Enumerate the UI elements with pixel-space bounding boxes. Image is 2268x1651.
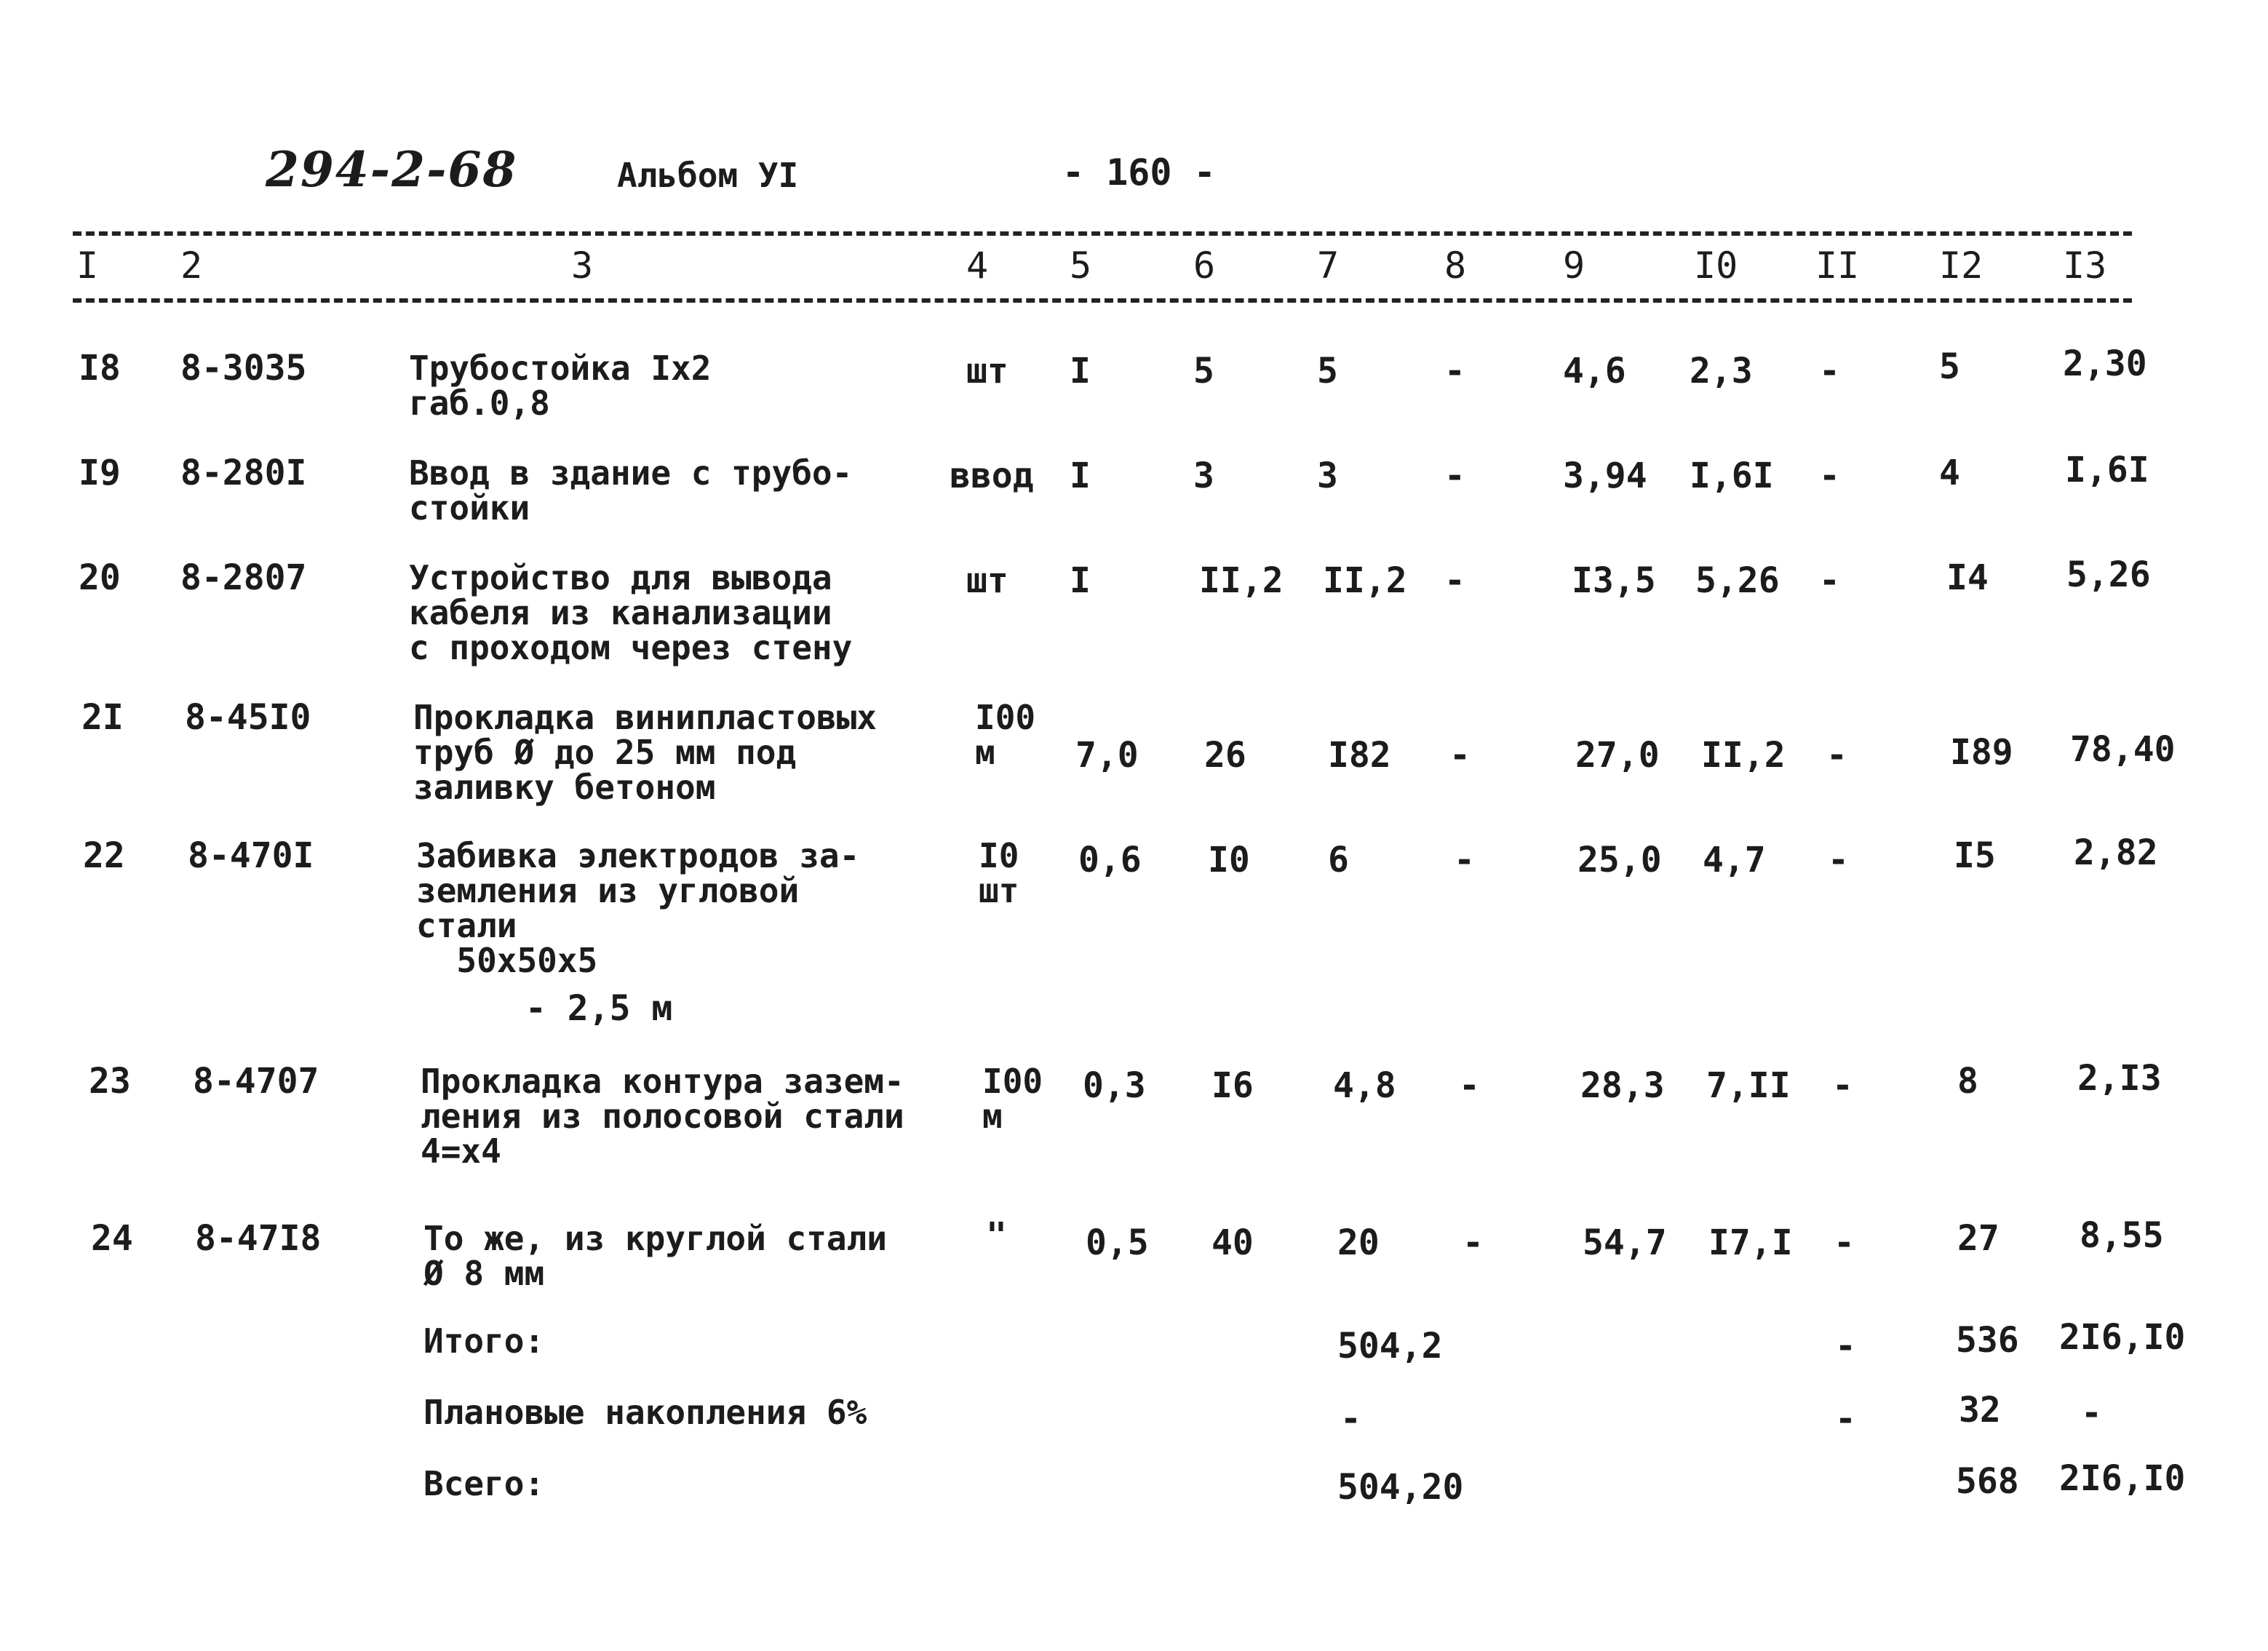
column-header-12: I2 (1939, 244, 1983, 287)
summary-label: Всего: (423, 1464, 545, 1503)
album-title: Альбом УI (617, 156, 799, 195)
col-13-value: I,6I (2065, 450, 2149, 490)
summary-col-12: 536 (1956, 1320, 2019, 1361)
summary-col-13: 2I6,I0 (2059, 1458, 2186, 1499)
col-5-value: I (1070, 560, 1091, 601)
work-description: Трубостойка Iх2 габ.0,8 (409, 349, 712, 423)
unit: ввод (950, 455, 1034, 496)
work-description: Ввод в здание с трубо- стойки (409, 453, 853, 528)
col-11-value: - (1832, 1065, 1853, 1106)
col-6-value: 26 (1204, 735, 1246, 776)
work-code: 8-47I8 (195, 1218, 322, 1259)
col-12-value: I5 (1954, 835, 1996, 876)
col-6-value: II,2 (1199, 560, 1284, 601)
header-divider (73, 298, 2132, 303)
work-description: Устройство для вывода кабеля из канализации с проходом через стену (409, 558, 853, 667)
col-12-value: 4 (1939, 453, 1960, 493)
column-header-9: 9 (1563, 244, 1585, 287)
col-13-value: 2,I3 (2077, 1058, 2162, 1099)
col-8-value: - (1444, 351, 1465, 391)
col-11-value: - (1819, 560, 1840, 601)
col-12-value: I4 (1946, 557, 1989, 598)
summary-col-13: - (2081, 1393, 2102, 1433)
col-5-value: I (1070, 455, 1091, 496)
col-9-value: 3,94 (1563, 455, 1647, 496)
column-header-13: I3 (2063, 244, 2107, 287)
col-12-value: I89 (1950, 732, 2013, 773)
work-code: 8-3035 (180, 348, 307, 389)
unit: I00 м (975, 698, 1036, 772)
work-code: 8-45I0 (185, 697, 311, 738)
row-number: I9 (79, 453, 121, 493)
col-8-value: - (1463, 1222, 1484, 1263)
column-header-10: I0 (1694, 244, 1738, 287)
summary-col-11: - (1835, 1326, 1856, 1366)
col-8-value: - (1444, 560, 1465, 601)
work-description: Забивка электродов за- земления из угловой стали 50х50х5 (416, 836, 860, 980)
col-10-value: 2,3 (1690, 351, 1753, 391)
work-code: 8-4707 (193, 1061, 319, 1102)
summary-label: Плановые накопления 6% (423, 1393, 867, 1432)
column-header-6: 6 (1193, 244, 1216, 287)
summary-col-7: 504,20 (1337, 1467, 1464, 1508)
row-number: I8 (79, 348, 121, 389)
row-number: 23 (89, 1061, 131, 1102)
row-number: 24 (91, 1218, 133, 1259)
col-11-value: - (1819, 351, 1840, 391)
summary-col-13: 2I6,I0 (2059, 1317, 2186, 1358)
column-header-5: 5 (1070, 244, 1092, 287)
work-description: То же, из круглой стали Ø 8 мм (423, 1219, 887, 1293)
column-header-11: II (1815, 244, 1860, 287)
summary-col-7: 504,2 (1337, 1326, 1443, 1366)
col-11-value: - (1828, 840, 1849, 880)
col-6-value: 3 (1193, 455, 1214, 496)
col-9-value: 28,3 (1580, 1065, 1665, 1106)
column-header-1: I (76, 244, 99, 287)
summary-label: Итого: (423, 1321, 545, 1361)
work-code: 8-280I (180, 453, 307, 493)
col-11-value: - (1819, 455, 1840, 496)
unit: I00 м (982, 1062, 1043, 1136)
col-10-value: II,2 (1701, 735, 1786, 776)
col-6-value: 5 (1193, 351, 1214, 391)
col-7-value: II,2 (1323, 560, 1407, 601)
col-13-value: 8,55 (2080, 1215, 2164, 1256)
col-7-value: 6 (1328, 840, 1349, 880)
column-header-2: 2 (180, 244, 203, 287)
row-number: 22 (83, 835, 125, 876)
col-11-value: - (1834, 1222, 1855, 1263)
top-divider (73, 231, 2132, 236)
col-11-value: - (1826, 735, 1847, 776)
col-5-value: 7,0 (1075, 735, 1139, 776)
work-description: Прокладка винипластовых труб Ø до 25 мм под заливку бетоном (413, 698, 877, 807)
col-13-value: 5,26 (2066, 554, 2151, 595)
col-7-value: 3 (1317, 455, 1338, 496)
col-7-value: I82 (1328, 735, 1391, 776)
work-code: 8-2807 (180, 557, 307, 598)
col-10-value: I7,I (1708, 1222, 1793, 1263)
column-header-3: 3 (571, 244, 594, 287)
unit: " (986, 1215, 1007, 1256)
col-12-value: 5 (1939, 346, 1960, 387)
col-8-value: - (1459, 1065, 1480, 1106)
col-5-value: 0,6 (1078, 840, 1142, 880)
summary-col-7: - (1340, 1399, 1361, 1439)
col-9-value: 27,0 (1575, 735, 1660, 776)
row-number: 2I (81, 697, 124, 738)
col-10-value: 4,7 (1703, 840, 1766, 880)
col-10-value: I,6I (1690, 455, 1774, 496)
col-9-value: 54,7 (1583, 1222, 1667, 1263)
col-10-value: 7,II (1706, 1065, 1791, 1106)
col-13-value: 2,82 (2074, 832, 2158, 873)
col-7-value: 20 (1337, 1222, 1380, 1263)
col-8-value: - (1449, 735, 1471, 776)
summary-col-12: 568 (1956, 1461, 2019, 1502)
summary-col-12: 32 (1959, 1390, 2001, 1431)
unit: I0 шт (979, 836, 1019, 910)
column-header-4: 4 (966, 244, 989, 287)
unit: шт (966, 351, 1008, 391)
col-9-value: 4,6 (1563, 351, 1626, 391)
col-9-value: I3,5 (1572, 560, 1656, 601)
work-description-extra: - 2,5 м (525, 988, 673, 1029)
col-8-value: - (1444, 455, 1465, 496)
col-12-value: 27 (1957, 1218, 2000, 1259)
page-number: - 160 - (1062, 151, 1216, 194)
unit: шт (966, 560, 1008, 601)
column-header-7: 7 (1317, 244, 1340, 287)
column-header-8: 8 (1444, 244, 1467, 287)
col-6-value: I6 (1211, 1065, 1254, 1106)
col-5-value: 0,5 (1086, 1222, 1149, 1263)
work-description: Прокладка контура зазем- ления из полосовой стали 4=х4 (421, 1062, 904, 1171)
col-8-value: - (1454, 840, 1475, 880)
col-9-value: 25,0 (1577, 840, 1662, 880)
row-number: 20 (79, 557, 121, 598)
col-6-value: I0 (1208, 840, 1250, 880)
document-code: 294-2-68 (266, 141, 518, 198)
col-5-value: I (1070, 351, 1091, 391)
col-13-value: 2,30 (2063, 343, 2147, 384)
col-10-value: 5,26 (1695, 560, 1780, 601)
work-code: 8-470I (188, 835, 314, 876)
col-7-value: 5 (1317, 351, 1338, 391)
col-13-value: 78,40 (2070, 729, 2176, 770)
col-12-value: 8 (1957, 1061, 1978, 1102)
col-5-value: 0,3 (1083, 1065, 1146, 1106)
summary-col-11: - (1835, 1399, 1856, 1439)
col-7-value: 4,8 (1333, 1065, 1396, 1106)
col-6-value: 40 (1211, 1222, 1254, 1263)
